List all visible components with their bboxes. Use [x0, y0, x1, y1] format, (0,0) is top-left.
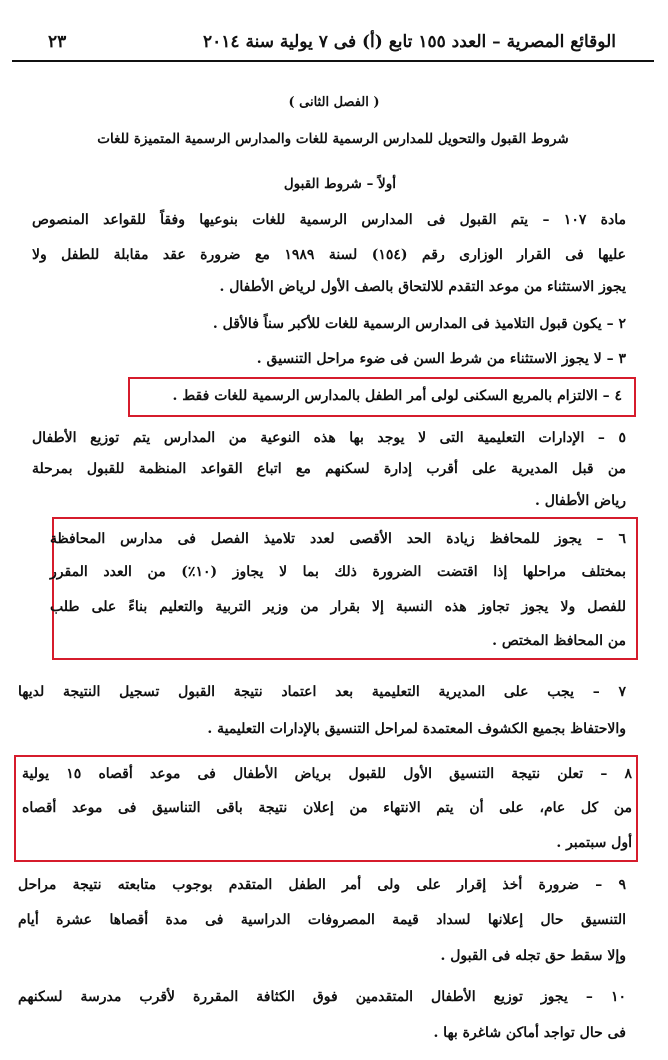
item-5-line: ٥ – الإدارات التعليمية التى لا يوجد بها هذه النوعية من المدارس يتم توزيع الأطفال [32, 430, 626, 446]
page-number: ٢٣ [48, 32, 67, 52]
item-9-line: التنسيق حال إعلانها لسداد قيمة المصروفات الدراسية فى مدة أقصاها عشرة أيام [18, 912, 626, 928]
item-3: ٣ – لا يجوز الاستثناء من شرط السن فى ضوء مراحل التنسيق . [256, 351, 626, 367]
item-6-line: للفصل ولا يجوز تجاوز هذه النسبة إلا بقرار من وزير التربية والتعليم بناءً على طلب [50, 599, 626, 615]
item-6-line: بمختلف مراحلها إذا اقتضت الضرورة ذلك بما لا يجاوز (١٠٪) من العدد المقرر [50, 564, 626, 580]
item-7-line: والاحتفاظ بجميع الكشوف المعتمدة لمراحل التنسيق بالإدارات التعليمية . [207, 721, 626, 737]
item-10-line: فى حال تواجد أماكن شاغرة بها . [433, 1025, 626, 1041]
section-title: شروط القبول والتحويل للمدارس الرسمية للغات والمدارس الرسمية المتميزة للغات [97, 131, 569, 147]
header-title: الوقائع المصرية – العدد ١٥٥ تابع (أ) فى ٧ يولية سنة ٢٠١٤ [203, 32, 616, 52]
item-6-line: من المحافظ المختص . [492, 633, 626, 649]
item-9-line: ٩ – ضرورة أخذ إقرار على ولى أمر الطفل المتقدم بوجوب متابعته نتيجة مراحل [18, 877, 626, 893]
article-line: مادة ١٠٧ – يتم القبول فى المدارس الرسمية للغات بنوعيها وفقاً للقواعد المنصوص [32, 212, 626, 228]
item-5-line: من قبل المديرية على أقرب إدارة لسكنهم مع اتباع القواعد المنظمة للقبول بمرحلة [32, 461, 626, 477]
item-6-line: ٦ – يجوز للمحافظ زيادة الحد الأقصى لعدد تلاميذ الفصل فى مدارس المحافظة [50, 531, 626, 547]
item-8-line: من كل عام، على أن يتم الانتهاء من إعلان نتيجة باقى التناسيق فى موعد أقصاه [22, 800, 632, 816]
item-7-line: ٧ – يجب على المديرية التعليمية بعد اعتماد نتيجة القبول تسجيل النتيجة لديها [18, 684, 626, 700]
chapter-title: ( الفصل الثانى ) [288, 95, 380, 110]
article-line: يجوز الاستثناء من موعد التقدم للالتحاق بالصف الأول لرياض الأطفال . [219, 279, 626, 295]
item-10-line: ١٠ – يجوز توزيع الأطفال المتقدمين فوق الكثافة المقررة لأقرب مدرسة لسكنهم [18, 989, 626, 1005]
header-rule [12, 60, 654, 62]
item-5-line: رياض الأطفال . [534, 493, 626, 509]
subsection-title: أولاً – شروط القبول [283, 176, 396, 192]
item-4: ٤ – الالتزام بالمربع السكنى لولى أمر الطفل بالمدارس الرسمية للغات فقط . [172, 388, 622, 404]
item-2: ٢ – يكون قبول التلاميذ فى المدارس الرسمية للغات للأكبر سناً فالأقل . [212, 316, 626, 332]
item-8-line: أول سبتمبر . [556, 835, 632, 851]
article-line: عليها فى القرار الوزارى رقم (١٥٤) لسنة ١٩٨٩ مع ضرورة عقد مقابلة للطفل ولا [32, 247, 626, 263]
item-9-line: وإلا سقط حق تجله فى القبول . [440, 948, 626, 964]
item-8-line: ٨ – تعلن نتيجة التنسيق الأول للقبول برياض الأطفال فى موعد أقصاه ١٥ يولية [22, 766, 632, 782]
